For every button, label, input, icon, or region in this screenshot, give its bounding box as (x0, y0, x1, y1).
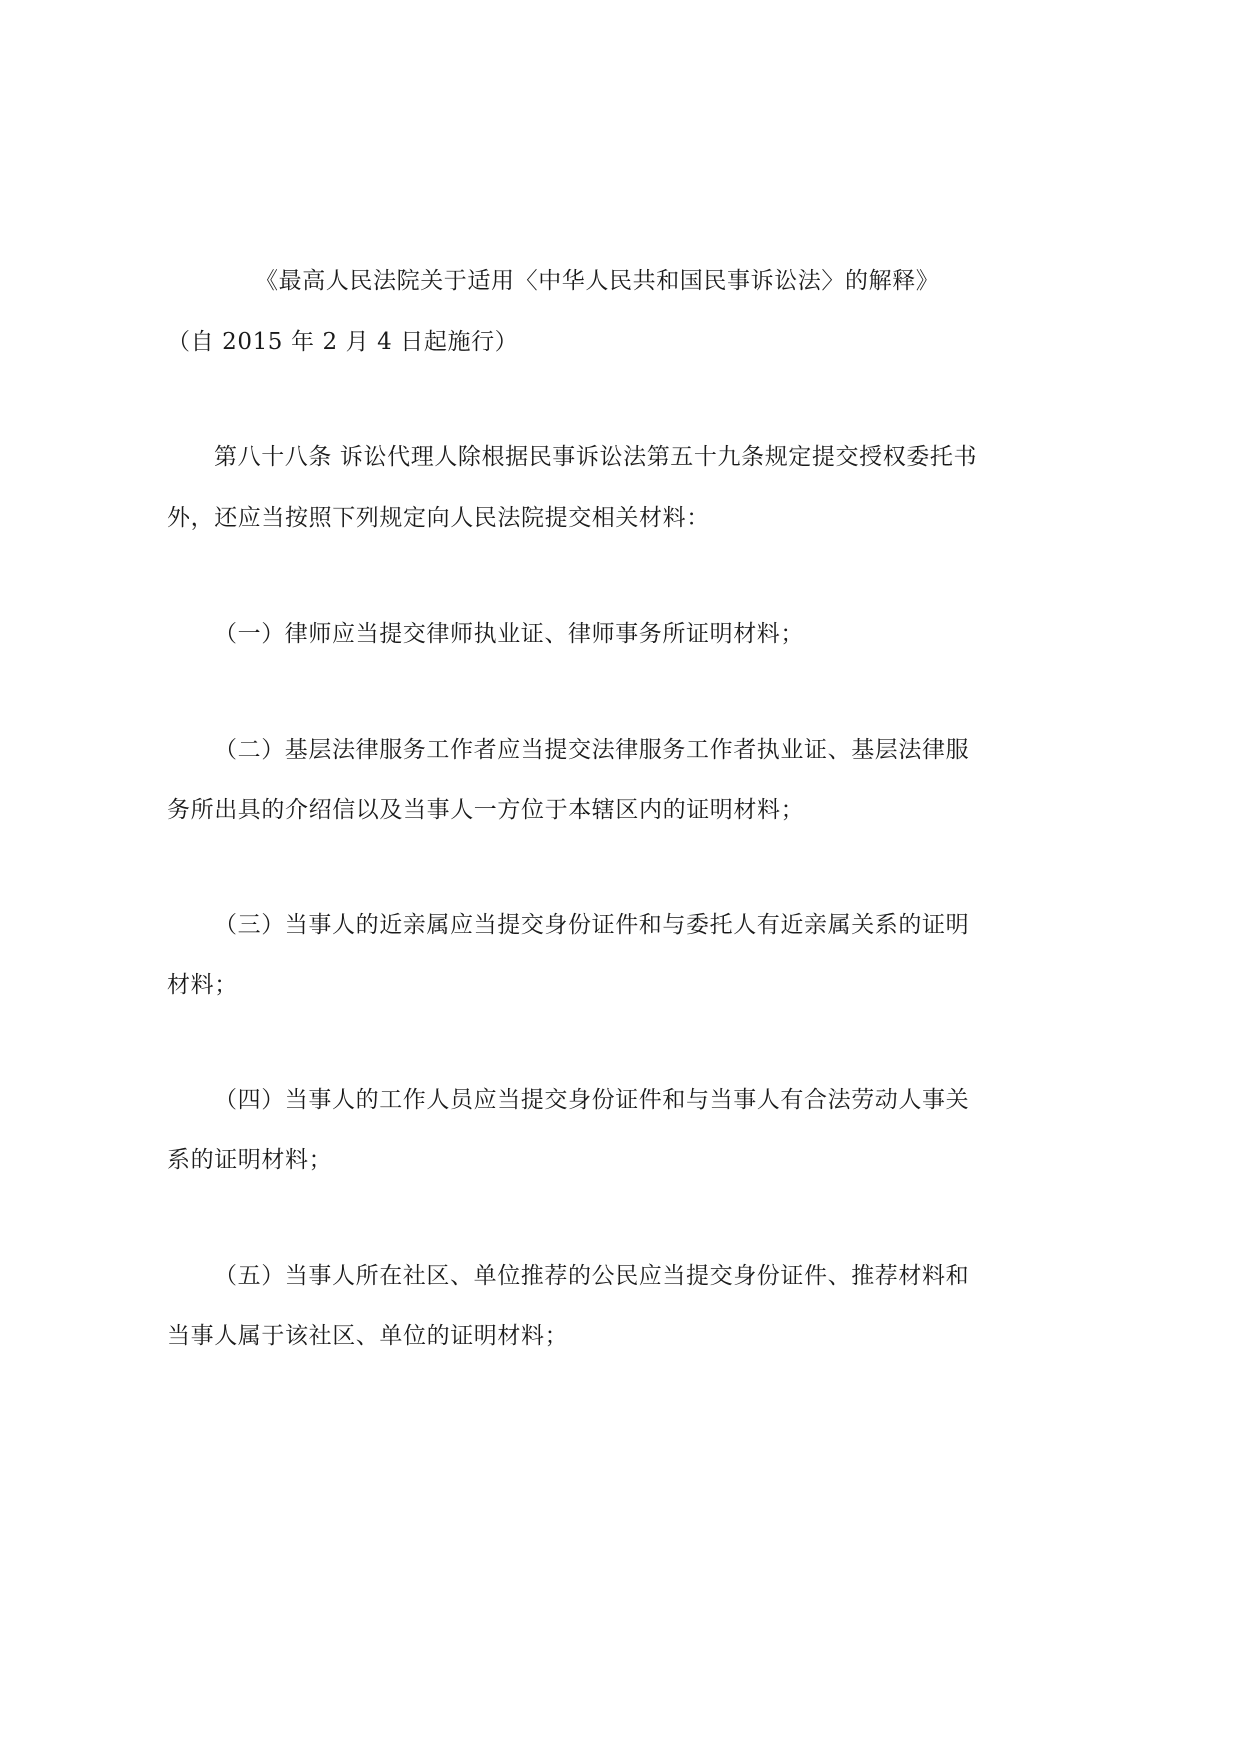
article-88-line-2: 外，还应当按照下列规定向人民法院提交相关材料： (167, 505, 710, 531)
item-4-line-2: 系的证明材料； (167, 1147, 333, 1173)
item-2-line-1: （二）基层法律服务工作者应当提交法律服务工作者执业证、基层法律服 (214, 737, 970, 763)
document-title: 《最高人民法院关于适用〈中华人民共和国民事诉讼法〉的解释》 (255, 268, 940, 294)
item-4-line-1: （四）当事人的工作人员应当提交身份证件和与当事人有合法劳动人事关 (214, 1087, 970, 1113)
item-5-line-2: 当事人属于该社区、单位的证明材料； (167, 1323, 569, 1349)
item-5-line-1: （五）当事人所在社区、单位推荐的公民应当提交身份证件、推荐材料和 (214, 1263, 970, 1289)
item-1-line-1: （一）律师应当提交律师执业证、律师事务所证明材料； (214, 621, 804, 647)
item-3-line-1: （三）当事人的近亲属应当提交身份证件和与委托人有近亲属关系的证明 (214, 912, 970, 938)
article-88-line-1: 第八十八条 诉讼代理人除根据民事诉讼法第五十九条规定提交授权委托书 (214, 444, 978, 470)
effective-date: （自 2015 年 2 月 4 日起施行） (167, 329, 519, 355)
item-3-line-2: 材料； (167, 972, 238, 998)
item-2-line-2: 务所出具的介绍信以及当事人一方位于本辖区内的证明材料； (167, 797, 805, 823)
